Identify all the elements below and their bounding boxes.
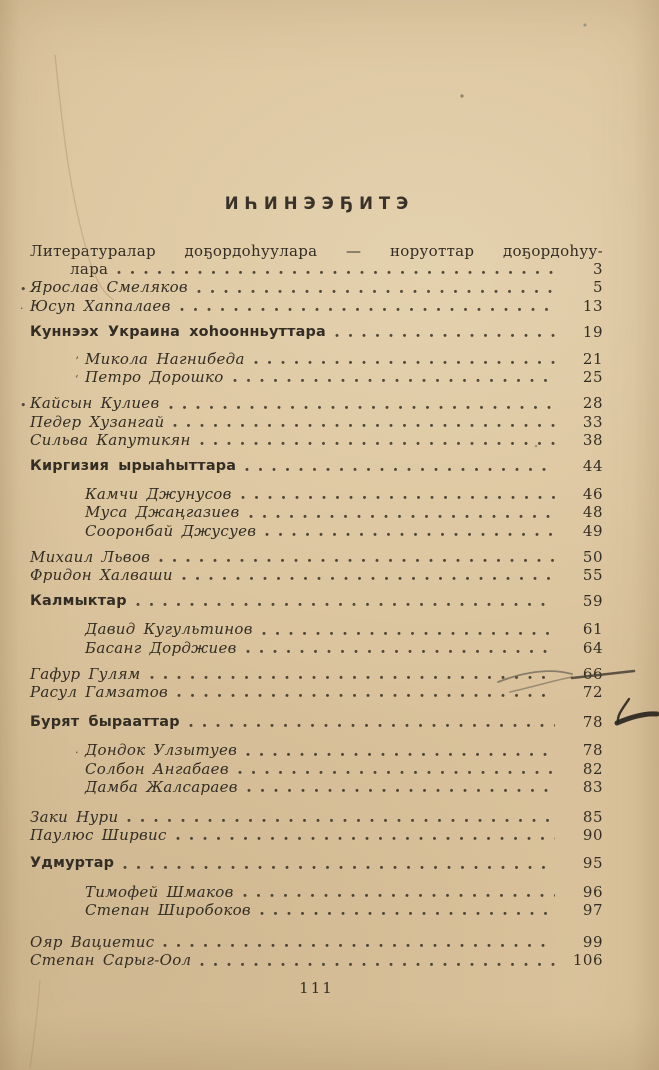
toc-section-row (30, 713, 603, 731)
toc-entry-label: Тимофей Шмаков (85, 882, 234, 901)
dot-leader (159, 558, 555, 563)
toc-entry-label: Ярослав Смеляков (30, 278, 188, 297)
toc-entry-page: 90 (582, 826, 603, 845)
toc-entry-label: Давид Кугультинов (85, 620, 253, 639)
toc-row (30, 933, 603, 951)
toc-entry-page: 95 (582, 854, 603, 873)
dot-leader (247, 788, 555, 793)
print-speck: • (20, 283, 27, 297)
folio-page-number: 111 (299, 978, 334, 997)
dot-leader (245, 467, 555, 472)
toc-entry-label: Паулюс Ширвис (30, 826, 167, 845)
toc-entry-label: Кайсын Кулиев (30, 394, 160, 413)
dot-leader (246, 752, 555, 757)
toc-entry-label: Петро Дорошко (85, 368, 224, 387)
dot-leader (265, 532, 555, 537)
toc-row (30, 639, 603, 657)
table-of-contents (20, 242, 603, 970)
toc-entry-page: 59 (582, 592, 603, 611)
dot-leader (173, 423, 555, 428)
dot-leader (163, 943, 555, 948)
toc-entry-page: 49 (582, 521, 603, 540)
dot-leader (127, 818, 555, 823)
toc-entry-label: Гафур Гулям (30, 664, 141, 683)
dot-leader (169, 405, 555, 410)
toc-entry-page: 66 (582, 664, 603, 683)
toc-entry-page: 28 (582, 394, 603, 413)
dot-leader (200, 962, 555, 967)
toc-row (30, 683, 603, 701)
toc-entry-page: 61 (582, 620, 603, 639)
dot-leader (262, 631, 555, 636)
toc-entry-page: 96 (582, 882, 603, 901)
toc-entry-label: Заки Нури (30, 808, 119, 827)
toc-entry-page: 64 (582, 638, 603, 657)
toc-section-row (30, 457, 603, 475)
toc-section-label: Киргизия ырыаһыттара (30, 458, 237, 475)
toc-row (30, 350, 603, 368)
toc-row (30, 522, 603, 540)
toc-entry-label: Юсуп Хаппалаев (30, 296, 171, 315)
toc-row (30, 260, 603, 278)
print-speck: • (20, 399, 27, 413)
toc-entry-label: Расул Гамзатов (30, 683, 169, 702)
toc-entry-label: Сильва Капутикян (30, 430, 191, 449)
toc-row (30, 548, 603, 566)
toc-entry-label: Микола Нагнибеда (85, 350, 245, 369)
toc-entry-label: Муса Джаңгазиев (85, 503, 240, 522)
dot-leader (233, 378, 555, 383)
toc-row (30, 778, 603, 796)
toc-row (30, 485, 603, 503)
dot-leader (176, 836, 555, 841)
toc-entry-label: Сооронбай Джусуев (85, 521, 257, 540)
toc-entry-label: Камчи Джунусов (85, 485, 232, 504)
dot-leader (177, 693, 555, 698)
dot-leader (254, 360, 555, 365)
toc-entry-label: Солбон Ангабаев (85, 759, 229, 778)
toc-entry-page: 33 (582, 412, 603, 431)
toc-section-row (30, 592, 603, 610)
dot-leader (260, 911, 555, 916)
toc-entry-label: Степан Широбоков (85, 900, 251, 919)
toc-entry-page: 97 (582, 900, 603, 919)
toc-row (20, 296, 603, 315)
toc-section-label: Удмуртар (30, 855, 115, 872)
toc-entry-page: 46 (582, 485, 603, 504)
toc-entry-page: 78 (582, 741, 603, 760)
toc-entry-page: 5 (592, 278, 603, 297)
toc-entry-label: Литературалар доҕордоһуулара — норуоттар доҕордоһуу- (30, 242, 603, 260)
toc-entry-label: Степан Сарыг-Оол (30, 951, 192, 970)
toc-section-label: Куннээх Украина хоһоонньуттара (30, 323, 326, 340)
toc-row (30, 431, 603, 449)
toc-row (30, 808, 603, 826)
toc-entry-page: 55 (582, 566, 603, 585)
toc-row (30, 883, 603, 901)
dot-leader (136, 602, 555, 607)
toc-section-row (30, 854, 603, 872)
toc-row (30, 741, 603, 759)
page-title: ИҺИНЭЭҔИТЭ (224, 194, 415, 213)
toc-row (30, 503, 603, 521)
toc-entry-page: 38 (582, 430, 603, 449)
toc-entry-page: 19 (582, 322, 603, 341)
dot-leader (243, 893, 555, 898)
dot-leader (123, 865, 555, 870)
toc-row (30, 413, 603, 431)
print-speck: · (75, 746, 79, 760)
toc-entry-label: Басанг Дорджиев (85, 638, 237, 657)
toc-row (30, 901, 603, 919)
toc-entry-page: 21 (582, 350, 603, 369)
dot-leader (335, 333, 555, 338)
toc-row (30, 620, 603, 638)
toc-row (30, 242, 603, 260)
toc-entry-page: 3 (592, 260, 603, 279)
toc-row (20, 278, 603, 297)
dot-leader (200, 441, 555, 446)
dot-leader (246, 649, 555, 654)
toc-entry-page: 85 (582, 808, 603, 827)
toc-section-label: Калмыктар (30, 593, 127, 610)
toc-entry-page: 44 (582, 457, 603, 476)
dot-leader (180, 307, 555, 312)
toc-entry-page: 72 (582, 683, 603, 702)
dot-leader (150, 675, 555, 680)
toc-entry-label: лара (70, 260, 109, 279)
toc-row (30, 760, 603, 778)
dot-leader (238, 770, 555, 775)
print-speck: · (20, 301, 24, 315)
toc-entry-page: 48 (582, 503, 603, 522)
toc-section-row (30, 323, 603, 341)
toc-entry-page: 83 (582, 777, 603, 796)
toc-entry-label: Ояр Вациетис (30, 933, 155, 952)
toc-entry-page: 99 (582, 933, 603, 952)
toc-entry-label: Дондок Улзытуев (85, 741, 238, 760)
toc-row (30, 826, 603, 844)
toc-section-label: Бурят бырааттар (30, 714, 180, 731)
toc-entry-label: Фридон Халваши (30, 566, 173, 585)
toc-row (30, 566, 603, 584)
toc-entry-page: 13 (582, 296, 603, 315)
dot-leader (249, 514, 555, 519)
toc-row (30, 665, 603, 683)
toc-entry-label: Дамба Жалсараев (85, 777, 238, 796)
toc-entry-label: Педер Хузангай (30, 412, 165, 431)
toc-row (20, 394, 603, 413)
dot-leader (241, 495, 555, 500)
toc-row (30, 368, 603, 386)
dot-leader (189, 723, 555, 728)
print-speck: ʻ (75, 373, 79, 387)
toc-entry-page: 78 (582, 713, 603, 732)
toc-entry-page: 50 (582, 547, 603, 566)
toc-entry-label: Михаил Львов (30, 547, 151, 566)
toc-row (30, 951, 603, 969)
dot-leader (117, 270, 555, 275)
toc-entry-page: 82 (582, 759, 603, 778)
print-speck: ʼ (75, 355, 79, 369)
toc-entry-page: 106 (572, 951, 603, 970)
dot-leader (197, 289, 555, 294)
toc-entry-page: 25 (582, 368, 603, 387)
dot-leader (182, 576, 555, 581)
